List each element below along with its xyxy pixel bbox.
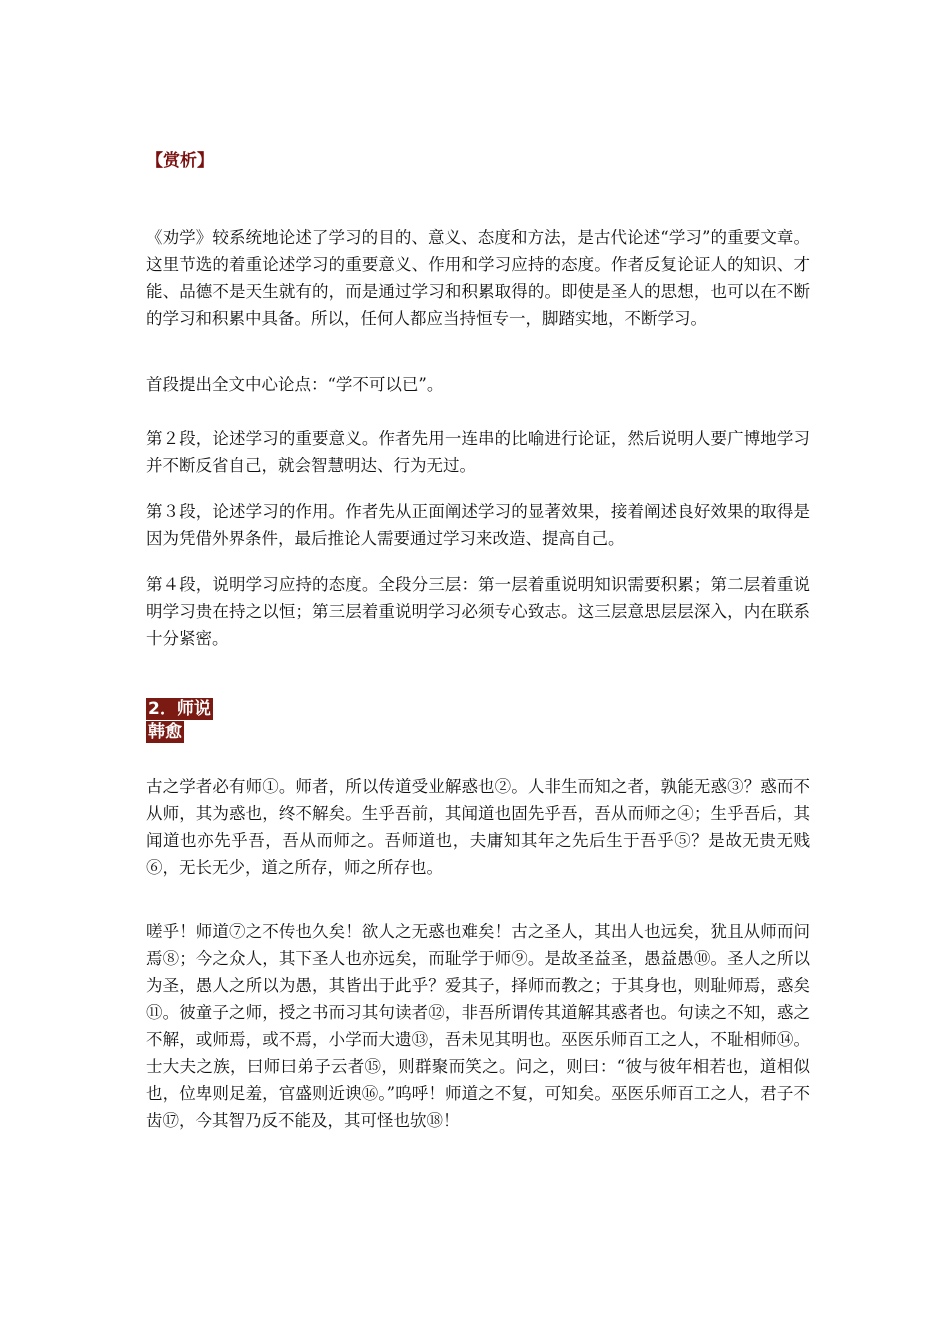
text-paragraph-1: 古之学者必有师①。师者，所以传道受业解惑也②。人非生而知之者，孰能无惑③？惑而不从师，其为惑也，终不解矣。生乎吾前，其闻道也固先乎吾，吾从而师之④；生乎吾后，其闻道也亦先乎吾，吾从而师之。吾师道也，夫庸知其年之先后生于吾乎⑤？是故无贵无贱⑥，无长无少，道之所存，师之所存也。 (146, 777, 810, 877)
text-author: 韩愈 (148, 722, 182, 742)
appreciation-paragraph-3: 第２段，论述学习的重要意义。作者先用一连串的比喻进行论证，然后说明人要广博地学习并不断反省自己，就会智慧明达、行为无过。 (146, 429, 810, 475)
text-title: 2．师说 (148, 699, 211, 719)
appreciation-paragraph-1: 《劝学》较系统地论述了学习的目的、意义、态度和方法，是古代论述“学习”的重要文章。这里节选的着重论述学习的重要意义、作用和学习应持的态度。作者反复论证人的知识、才能、品德不是天生就有的，而是通过学习和积累取得的。即使是圣人的思想，也可以在不断的学习和积累中具备。所以，任何人都应当持恒专一，脚踏实地，不断学习。 (146, 228, 810, 328)
text-paragraph-2: 嗟乎！师道⑦之不传也久矣！欲人之无惑也难矣！古之圣人，其出人也远矣，犹且从师而问焉⑧；今之众人，其下圣人也亦远矣，而耻学于师⑨。是故圣益圣，愚益愚⑩。圣人之所以为圣，愚人之所以为愚，其皆出于此乎？爱其子，择师而教之；于其身也，则耻师焉，惑矣⑪。彼童子之师，授之书而习其句读者⑫，非吾所谓传其道解其惑者也。句读之不知，惑之不解，或师焉，或不焉，小学而大遗⑬，吾未见其明也。巫医乐师百工之人，不耻相师⑭。士大夫之族，曰师曰弟子云者⑮，则群聚而笑之。问之，则曰：“彼与彼年相若也，道相似也，位卑则足羞，官盛则近谀⑯。”呜呼！师道之不复，可知矣。巫医乐师百工之人，君子不齿⑰，今其智乃反不能及，其可怪也欤⑱！ (146, 922, 810, 1130)
appreciation-paragraph-4: 第３段，论述学习的作用。作者先从正面阐述学习的显著效果，接着阐述良好效果的取得是因为凭借外界条件，最后推论人需要通过学习来改造、提高自己。 (146, 502, 810, 548)
appreciation-heading: 【赏析】 (146, 151, 214, 171)
appreciation-paragraph-2: 首段提出全文中心论点：“学不可以已”。 (146, 375, 444, 394)
appreciation-paragraph-5: 第４段，说明学习应持的态度。全段分三层：第一层着重说明知识需要积累；第二层着重说明学习贵在持之以恒；第三层着重说明学习必须专心致志。这三层意思层层深入，内在联系十分紧密。 (146, 575, 810, 648)
